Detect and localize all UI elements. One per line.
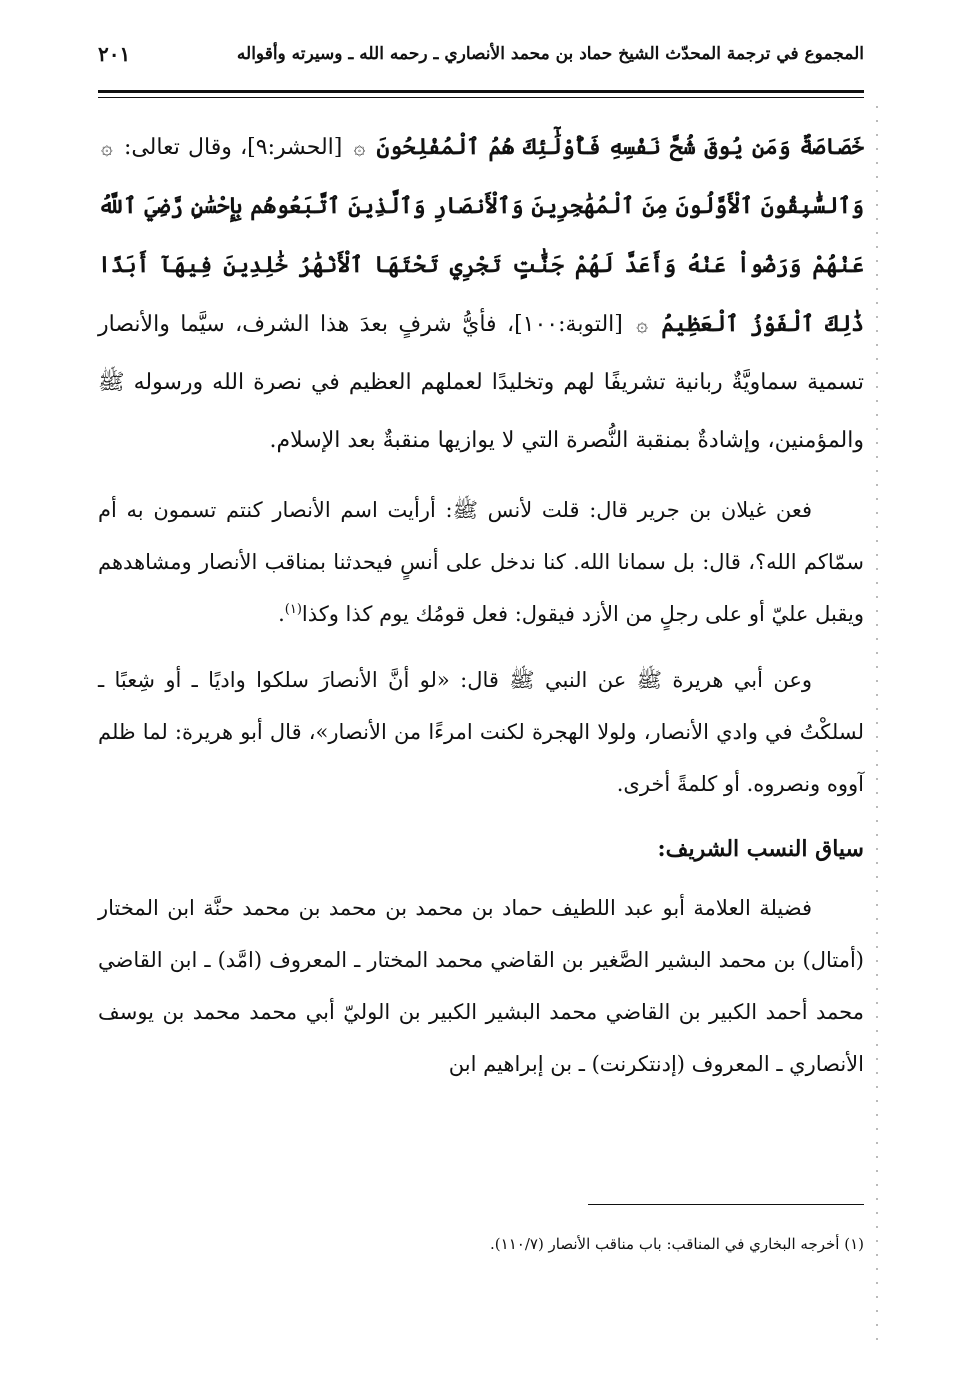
paragraph-ghaylan-narration (98, 484, 864, 640)
header-rule-thin (98, 97, 864, 98)
running-header (98, 34, 864, 74)
paragraph-end: . (278, 602, 285, 626)
footnote-marker: (١) (284, 602, 302, 617)
main-text (98, 118, 864, 1104)
scan-margin-dots (876, 100, 878, 1340)
paragraph-quran-verses (98, 118, 864, 470)
verse-reference-tawba: [التوبة:١٠٠]، (506, 312, 623, 337)
paragraph-abu-hurayra-hadith (98, 654, 864, 810)
footnote: (١) أخرجه البخاري في المناقب: باب مناقب الأنصار (١١٠/٧). (490, 1235, 864, 1253)
paragraph-text: فأيُّ شرفٍ بعدَ هذا الشرف، سيَّما والأنصار تسمية سماويَّةٌ ربانية تشريفًا لهم وتخليدًا لعملهم العظيم في نصرة الله ورسوله ﷺ والمؤمنين، وإشادةٌ بمنقبة النُّصرة التي لا يوازيها منقبةٌ بعد الإسلام. (98, 312, 864, 453)
header-title: المجموع في ترجمة المحدّث الشيخ حماد بن محمد الأنصاري ـ رحمه الله ـ وسيرته وأقواله (236, 44, 864, 64)
paragraph-text: وعن أبي هريرة ﷺ عن النبي ﷺ قال: «لو أنَّ الأنصارَ سلكوا واديًا ـ أو شِعبًا ـ لسلكْتُ في وادي الأنصار، ولولا الهجرة لكنت امرءًا من الأنصار»، قال أبو هريرة: لما ظلم آووه ونصروه. أو كلمةً أخرى. (98, 668, 864, 796)
verse-start-ornament: ۞ (101, 135, 113, 159)
verse-reference-hashr: [الحشر:٩]، وقال تعالى: (123, 135, 343, 160)
footnote-separator (588, 1204, 864, 1205)
header-rule-thick (98, 90, 864, 93)
section-heading: سياق النسب الشريف: (657, 836, 864, 862)
verse-end-ornament: ۞ (636, 312, 648, 336)
quran-verse-tawba: وَٱلسَّٰبِقُونَ ٱلْأَوَّلُونَ مِنَ ٱلْمُهَٰجِرِينَ وَٱلْأَنصَارِ وَٱلَّذِينَ ٱتَّبَعُوهُم بِإِحْسَٰنٍ رَّضِيَ ٱللَّهُ عَنْهُمْ وَرَضُواْ عَنْهُ وَأَعَدَّ لَهُمْ جَنَّٰتٍ تَجْرِي تَحْتَهَا ٱلْأَنْهَٰرُ خَٰلِدِينَ فِيهَآ أَبَدًا ذَٰلِكَ ٱلْفَوْزُ ٱلْعَظِيمُ (98, 193, 864, 337)
paragraph-text: فعن غيلان بن جرير قال: قلت لأنس ﷺ: أرأيت اسم الأنصار كنتم تسمون به أم سمّاكم الله؟، قال: بل سمانا الله. كنا ندخل على أنسٍ فيحدثنا بمناقب الأنصار ومشاهدهم ويقبل عليّ أو على رجلٍ من الأزد فيقول: فعل قومُك يوم كذا وكذا (98, 498, 864, 626)
verse-end-ornament: ۞ (353, 135, 366, 159)
quran-verse-hashr: خَصَاصَةٌ وَمَن يُوقَ شُحَّ نَفْسِهِ فَأُوْلَٰٓئِكَ هُمُ ٱلْمُفْلِحُونَ (376, 134, 865, 160)
page-number: ٢٠١ (98, 42, 131, 66)
paragraph-text: فضيلة العلامة أبو عبد اللطيف حماد بن محمد بن محمد بن محمد حنَّة ابن المختار (أمتال) بن محمد البشير الصَّغير بن القاضي محمد المختار ـ المعروف (امَّد) ـ ابن القاضي محمد أحمد الكبير بن القاضي محمد البشير الكبير بن الوليّ أبي محمد محمد بن يوسف الأنصاري ـ المعروف (إدنتكرنت) ـ بن إبراهيم ابن (98, 896, 864, 1076)
paragraph-lineage (98, 882, 864, 1090)
